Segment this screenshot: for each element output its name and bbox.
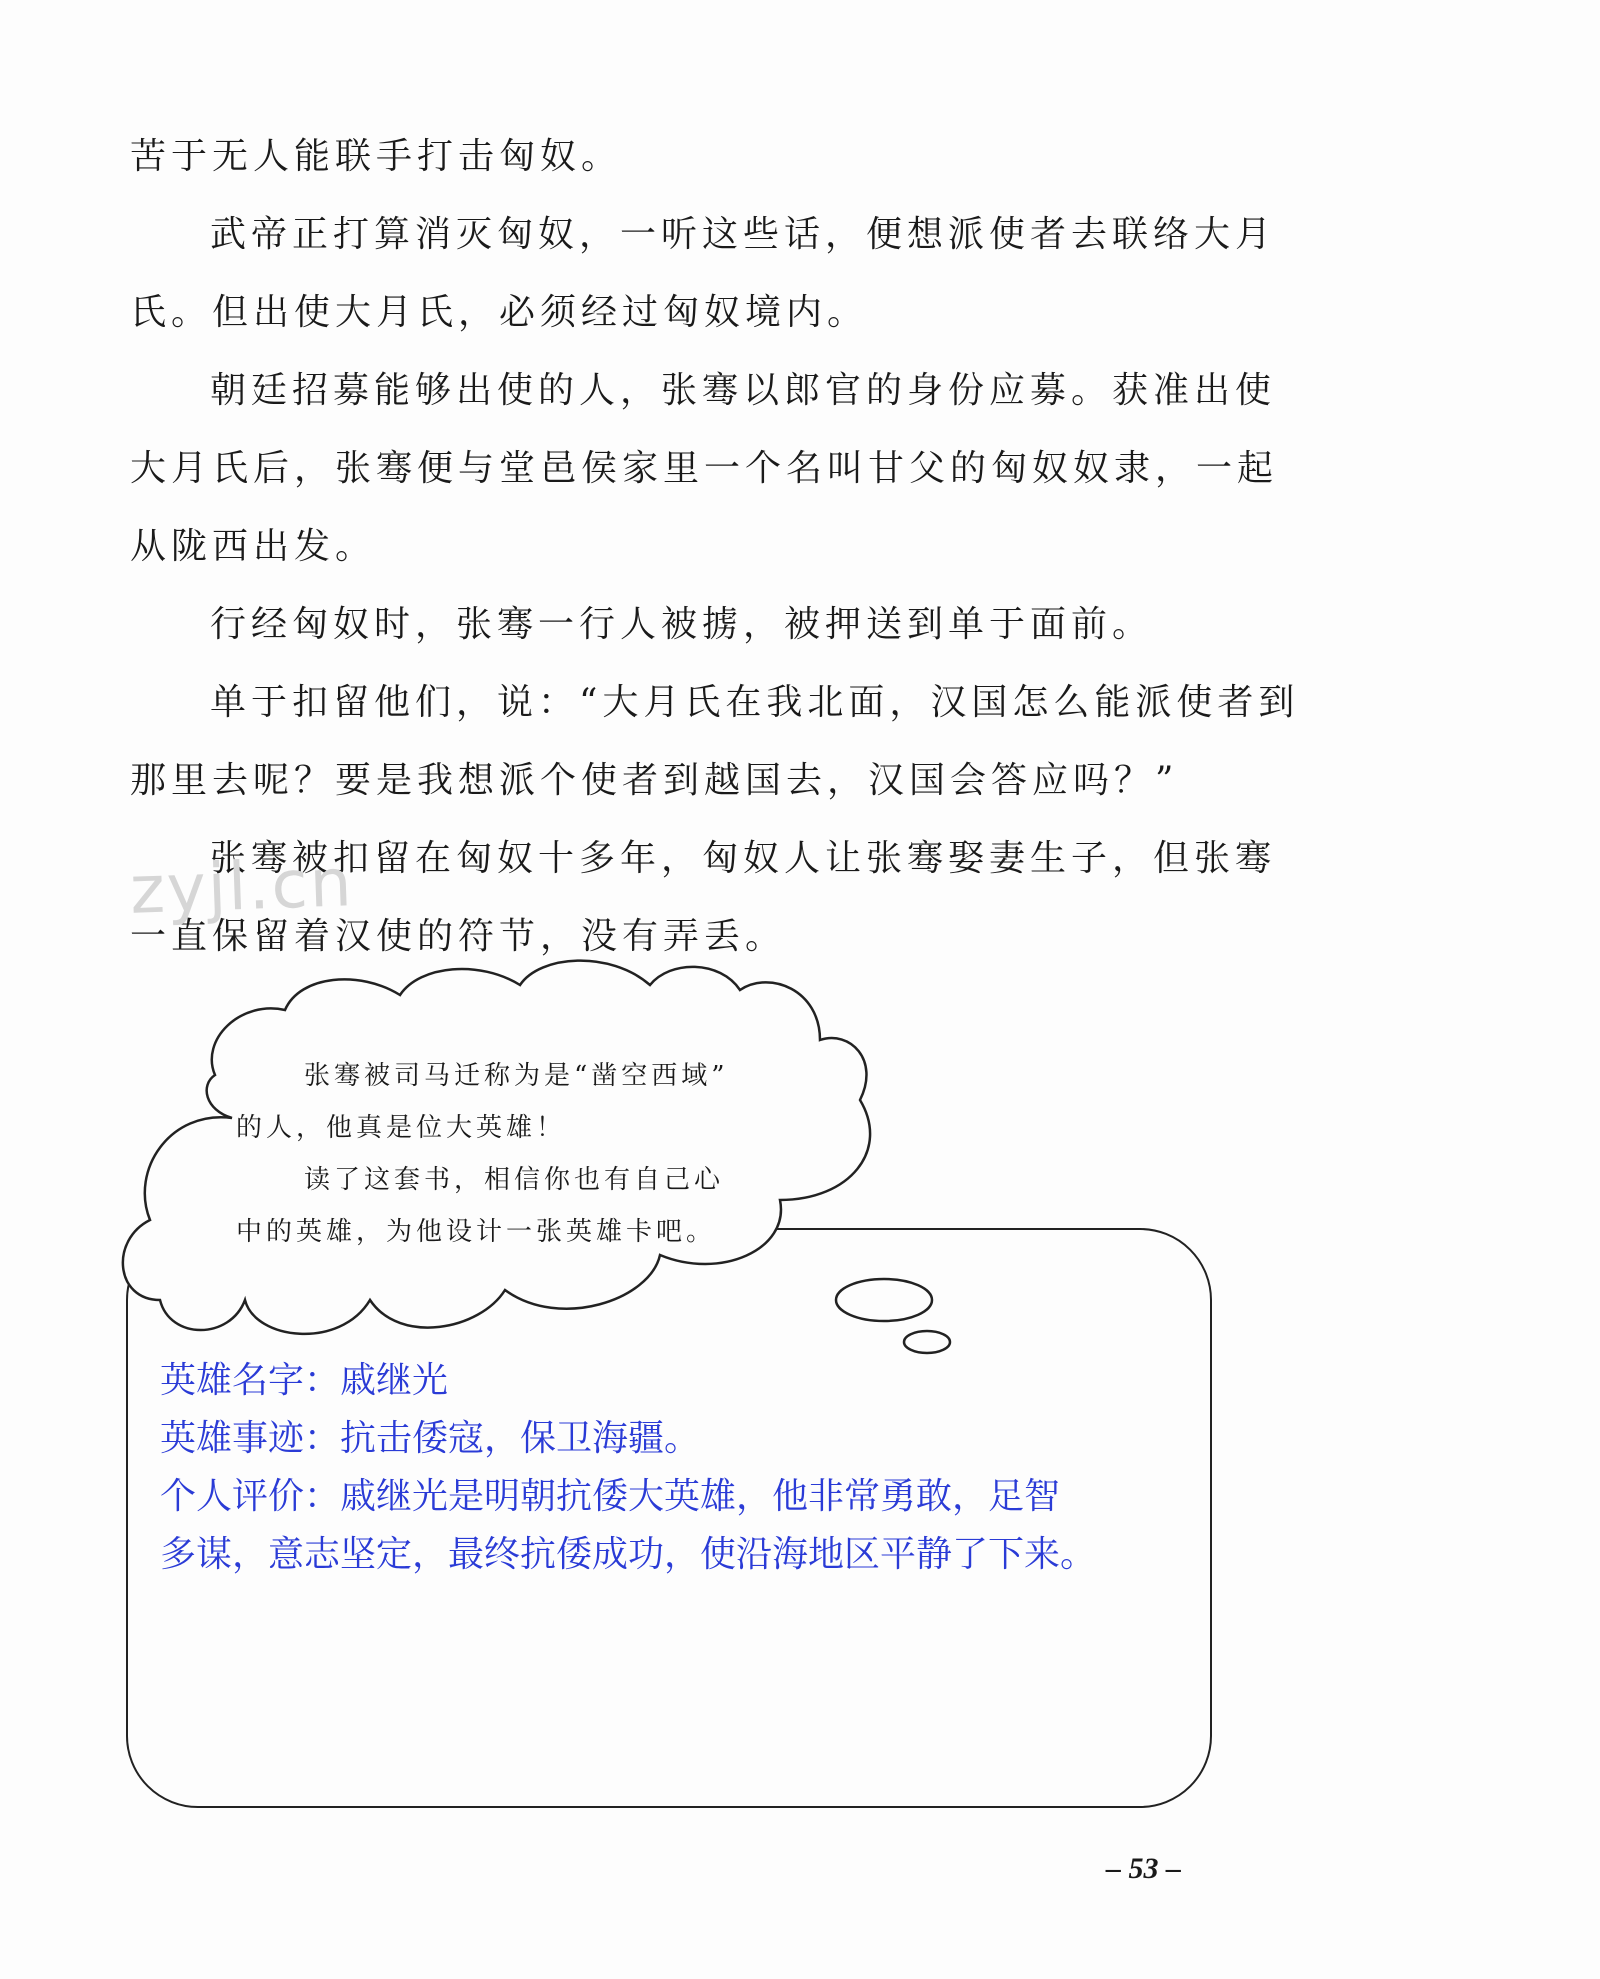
paragraph-line: 从陇西出发。 (130, 526, 377, 567)
bubble-line: 中的英雄，为他设计一张英雄卡吧。 (236, 1217, 717, 1247)
hero-name: 英雄名字：戚继光 (160, 1360, 449, 1400)
bubble-line: 的人，他真是位大英雄！ (236, 1113, 567, 1143)
paragraph-line: 那里去呢？要是我想派个使者到越国去，汉国会答应吗？” (130, 760, 1179, 801)
bubble-line: 张骞被司马迁称为是“凿空西域” (304, 1061, 729, 1091)
bubble-line: 读了这套书，相信你也有自己心 (304, 1165, 725, 1195)
hero-evaluation-line-2: 多谋，意志坚定，最终抗倭成功，使沿海地区平静了下来。 (160, 1534, 1097, 1574)
thought-bubble-dot-small (904, 1331, 950, 1353)
paragraph-line: 大月氏后，张骞便与堂邑侯家里一个名叫甘父的匈奴奴隶，一起 (130, 448, 1279, 489)
page-number: – 53 – (1106, 1852, 1181, 1885)
paragraph-line: 朝廷招募能够出使的人，张骞以郎官的身份应募。获准出使 (210, 370, 1277, 411)
hero-evaluation-line-1: 个人评价：戚继光是明朝抗倭大英雄，他非常勇敢，足智 (160, 1476, 1061, 1516)
paragraph-line: 氏。但出使大月氏，必须经过匈奴境内。 (130, 292, 869, 333)
paragraph-line: 武帝正打算消灭匈奴，一听这些话，便想派使者去联络大月 (210, 214, 1277, 255)
paragraph-line: 一直保留着汉使的符节，没有弄丢。 (130, 916, 787, 957)
thought-bubble-dot-large (836, 1279, 932, 1321)
paragraph-line: 行经匈奴时，张骞一行人被掳，被押送到单于面前。 (210, 604, 1154, 645)
hero-deeds: 英雄事迹：抗击倭寇，保卫海疆。 (160, 1418, 701, 1458)
watermark: zyjl.cn (128, 844, 355, 929)
paragraph-line: 张骞被扣留在匈奴十多年，匈奴人让张骞娶妻生子，但张骞 (210, 838, 1277, 879)
paragraph-line: 苦于无人能联手打击匈奴。 (130, 136, 623, 177)
paragraph-line: 单于扣留他们，说：“大月氏在我北面，汉国怎么能派使者到 (210, 682, 1300, 723)
